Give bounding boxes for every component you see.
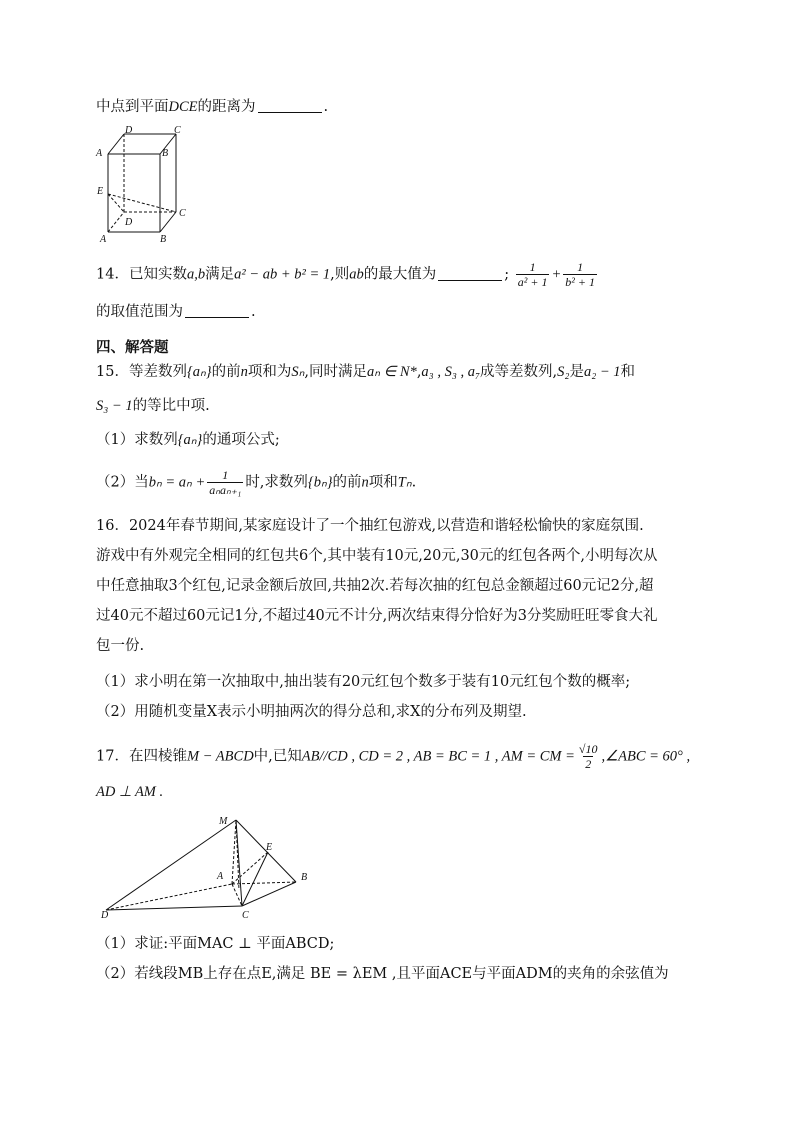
q15-sn: Sₙ [291,364,305,380]
q15-text: 时,求数列 [245,474,308,491]
fraction-2 [563,260,597,289]
q14-line1 [96,260,599,289]
q14-text: 已知实数 [128,266,187,283]
q15-part1 [96,430,280,450]
q15-text: 求数列 [134,432,178,448]
fraction-den: aₙaₙ₊₁ [209,483,242,497]
q15-punct: . [411,474,417,491]
fraction-3 [207,468,243,497]
q15-a2: a₂ − 1 [583,364,621,380]
fraction-den: 2 [585,757,592,771]
label-B: B [160,234,167,245]
q14-number: 14． [96,266,129,283]
label-D: D [125,217,133,228]
fraction-1 [516,260,550,289]
label-D: D [101,910,109,921]
q17-text: 17．在四棱锥 [96,748,187,765]
label-A: A [217,871,224,882]
q16-part2: （2）用随机变量X表示小明抽两次的得分总和,求X的分布列及期望. [96,704,527,720]
q14-text: 的取值范围为 [96,304,183,320]
part-label: （2） [96,474,135,491]
label-A1: A [96,148,103,159]
fraction-4 [577,742,600,771]
q13-punct: . [323,99,329,115]
q15-text: 项和为 [247,364,292,380]
q15-text: 当 [134,474,149,491]
q17-conditions: AB//CD , CD = 2 , AB = BC = 1 , AM = CM = [301,748,575,765]
q15-line2 [96,396,210,416]
q17-part2: （2）若线段MB上存在点E,满足 BE = λEM ,且平面ACE与平面ADM的夹角的余弦值为 [96,966,669,982]
label-C: C [179,208,186,219]
q16-line5: 包一份. [96,638,145,654]
pyramid-figure [96,810,316,922]
q15-text: 的通项公式; [202,432,280,448]
q16-line1: 16．2024年春节期间,某家庭设计了一个抽红包游戏,以营造和谐轻松愉快的家庭氛围. [96,518,644,534]
q16-line4: 过40元不超过60元记1分,不超过40元不计分,两次结束得分恰好为3分奖励旺旺零食大礼 [96,608,658,624]
q15-bn: bₙ = aₙ + [148,474,206,491]
q15-text: 的前 [332,474,362,491]
q14-product: ab [349,266,364,283]
label-C: C [242,910,249,921]
label-E: E [97,186,104,197]
fraction-den: a² + 1 [517,275,548,289]
q15-n: n [361,474,369,491]
q13-text-end: 的距离为 [197,99,256,115]
q14-line2 [96,302,256,322]
q17-line2: AD ⊥ AM . [96,784,164,800]
q17-text: 中,已知 [253,748,302,765]
q16-line2: 游戏中有外观完全相同的红包共6个,其中装有10元,20元,30元的红包各两个,小明每次从 [96,548,658,564]
q17-pyramid: M − ABCD [186,748,254,765]
q15-text: 是 [569,364,584,380]
q15-text: 等差数列 [128,364,187,380]
fraction-num: 1 [529,260,536,274]
fraction-num: 1 [222,468,229,482]
label-B: B [301,872,308,883]
q15-n: n [240,364,248,380]
q15-text: ,同时满足 [304,364,367,380]
answer-blank [438,266,502,281]
q15-part2 [96,468,416,497]
q15-text: 成等差数列, [480,364,558,380]
q14-text: ,则 [330,266,350,283]
q15-tn: Tₙ [397,474,412,491]
q15-text: 的前 [211,364,241,380]
plus-sign: + [551,266,562,283]
q17-line1 [96,742,690,771]
q16-part1: （1）求小明在第一次抽取中,抽出装有20元红包个数多于装有10元红包个数的概率; [96,674,631,690]
label-E: E [266,842,273,853]
label-B1: B [162,148,169,159]
label-C1: C [174,125,181,136]
q15-seq: {aₙ} [186,364,212,380]
q13-line [96,97,328,117]
q14-equation: a² − ab + b² = 1 [234,266,331,283]
answer-blank [185,303,249,318]
part-label: （1） [96,432,135,448]
q15-number: 15． [96,364,129,380]
q14-semicolon: ; [504,266,510,283]
q13-plane: DCE [168,99,198,115]
fraction-num: √10 [578,742,598,756]
label-A: A [100,234,107,245]
q13-text: 中点到平面 [96,99,169,115]
q15-text: , [416,364,422,380]
q15-s2: S₂ [557,364,570,380]
fraction-den: b² + 1 [565,275,595,289]
q15-line1 [96,362,635,382]
prism-figure [94,124,194,246]
q15-text: 项和 [368,474,398,491]
q14-text: 满足 [205,266,235,283]
q14-vars: a,b [186,266,206,283]
q15-list: a₃ , S₃ , a₇ [421,364,481,380]
q15-text: 和 [620,364,636,380]
q14-text: 的最大值为 [363,266,437,283]
answer-blank [258,98,322,113]
q15-s3: S₃ − 1 [96,398,133,414]
q15-text: 的等比中项. [132,398,210,414]
q15-seq: {aₙ} [177,432,203,448]
fraction-num: 1 [577,260,584,274]
q15-seq: {bₙ} [307,474,333,491]
q17-part1: （1）求证:平面MAC ⊥ 平面ABCD; [96,936,335,952]
q17-angle: ,∠ABC = 60° , [601,748,691,765]
label-M: M [219,816,228,827]
label-D1: D [125,125,133,136]
q16-line3: 中任意抽取3个红包,记录金额后放回,共抽2次.若每次抽的红包总金额超过60元记2分,超 [96,578,654,594]
section-title: 四、解答题 [96,340,169,356]
q14-punct: . [251,304,256,320]
q15-cond: aₙ ∈ N* [366,364,417,380]
